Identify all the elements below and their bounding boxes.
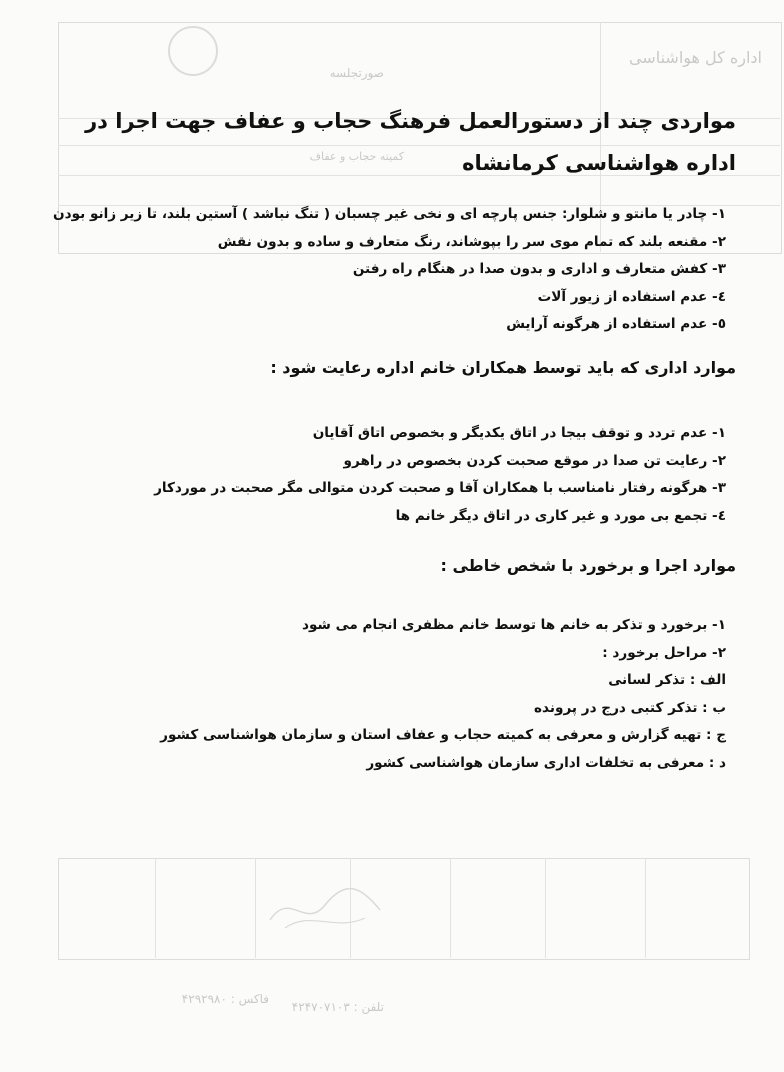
ghost-logo-icon [168, 26, 218, 76]
ghost-signature-divider [450, 858, 451, 958]
ghost-table-caption: کمیته حجاب و عفاف [309, 150, 404, 163]
ghost-signature-divider [645, 858, 646, 958]
ghost-footer-fax: فاکس : ۴۲۹۲۹۸۰ [181, 992, 269, 1006]
ghost-doc-type: صورتجلسه [329, 66, 384, 80]
list-item: ۱- برخورد و تذکر به خانم ها توسط خانم مظفری انجام می شود [302, 617, 726, 633]
list-item: ب : تذکر کتبی درج در پرونده [534, 699, 726, 716]
ghost-org-name: اداره کل هواشناسی [628, 48, 762, 67]
list-item: ۳- هرگونه رفتار نامناسب با همکاران آقا و صحبت کردن متوالی مگر صحبت در موردکار [154, 480, 726, 496]
ghost-footer-phone: تلفن : ۴۲۴۷۰۷۱۰۳ [291, 1000, 384, 1014]
ghost-signature-scribble [265, 870, 385, 940]
enforcement-list [26, 612, 726, 777]
list-item: ۲- مراحل برخورد : [602, 644, 726, 661]
list-item: الف : تذکر لسانی [608, 672, 726, 688]
document-title: مواردی چند از دستورالعمل فرهنگ حجاب و عفاف جهت اجرا در اداره هواشناسی کرمانشاه [85, 109, 736, 175]
ghost-signature-frame [58, 858, 750, 960]
enforcement-heading: موارد اجرا و برخورد با شخص خاطی : [440, 556, 736, 575]
list-item: ۳- کفش متعارف و اداری و بدون صدا در هنگام راه رفتن [352, 261, 726, 277]
office-rules-list [26, 420, 726, 530]
list-item: ۱- عدم تردد و توقف بیجا در اتاق یکدیگر و بخصوص اتاق آقایان [312, 425, 726, 441]
list-item: ۱- چادر یا مانتو و شلوار: جنس پارچه ای و نخی غیر چسبان ( تنگ نباشد ) آستین بلند، تا زیر زانو بودن [53, 206, 726, 222]
office-rules-heading: موارد اداری که باید توسط همکاران خانم اداره رعایت شود : [270, 358, 736, 377]
ghost-signature-divider [545, 858, 546, 958]
list-item: ۲- مقنعه بلند که تمام موی سر را بپوشاند، رنگ متعارف و ساده و بدون نقش [217, 233, 726, 250]
list-item: ۲- رعایت تن صدا در موقع صحبت کردن بخصوص در راهرو [343, 452, 726, 469]
ghost-signature-divider [155, 858, 156, 958]
dress-code-list [26, 201, 726, 339]
list-item: ٤- عدم استفاده از زیور آلات [537, 288, 726, 305]
ghost-signature-divider [255, 858, 256, 958]
list-item: د : معرفی به تخلفات اداری سازمان هواشناسی کشور [366, 754, 726, 771]
list-item: ٥- عدم استفاده از هرگونه آرایش [506, 316, 726, 332]
list-item: ٤- تجمع بی مورد و غیر کاری در اتاق دیگر خانم ها [395, 507, 726, 524]
list-item: ج : تهیه گزارش و معرفی به کمیته حجاب و عفاف استان و سازمان هواشناسی کشور [160, 727, 726, 743]
